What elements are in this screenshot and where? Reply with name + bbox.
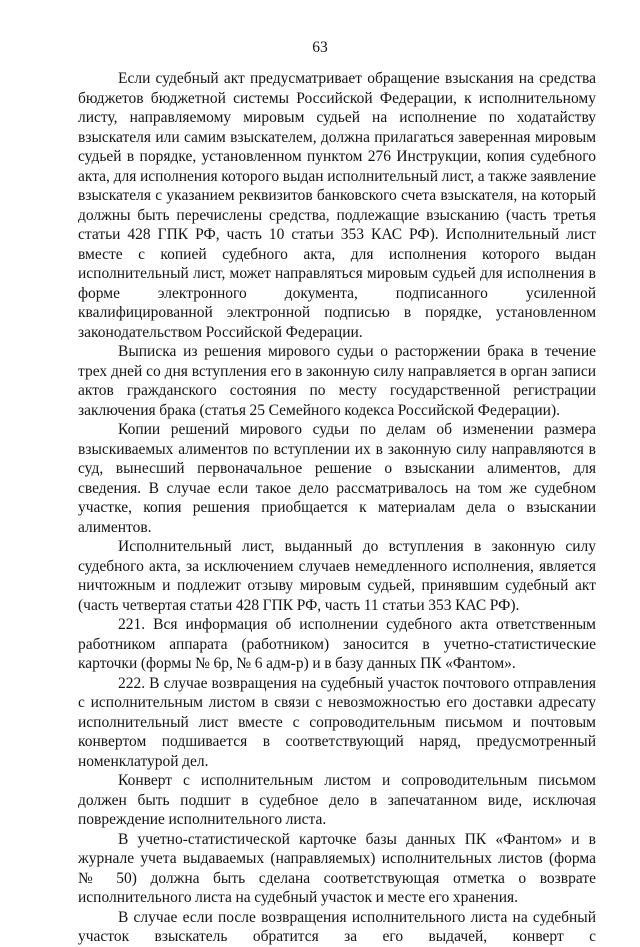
paragraph: В учетно-статистической карточке базы данных ПК «Фантом» и в журнале учета выдаваемых (направляемых) исполнительных листов (форма № 50) должна быть сделана соответствующая отметка о возврате исполнительного листа на судебный участок и месте его хранения. — [78, 830, 596, 906]
paragraph: Выписка из решения мирового судьи о расторжении брака в течение трех дней со дня вступления его в законную силу направляется в орган записи актов гражданского состояния по месту государственной регистрации заключения брака (статья 25 Семейного кодекса Российской Федерации). — [78, 343, 596, 419]
paragraph: В случае если после возвращения исполнительного листа на судебный участок взыскатель обратится за его выдачей, конверт с — [78, 908, 596, 945]
paragraph: Конверт с исполнительным листом и сопроводительным письмом должен быть подшит в судебное дело в запечатанном виде, исключая повреждение исполнительного листа. — [78, 772, 596, 828]
paragraph: 222. В случае возвращения на судебный участок почтового отправления с исполнительным листом в связи с невозможностью его доставки адресату исполнительный лист вместе с сопроводительным письмом и почтовым конвертом подшивается в соответствующий наряд, предусмотренный номенклатурой дел. — [78, 674, 596, 770]
paragraph: Копии решений мирового судьи по делам об изменении размера взыскиваемых алиментов по вступлении их в законную силу направляются в суд, вынесший первоначальное решение о взыскании алиментов, для сведения. В случае если такое дело рассматривалось на том же судебном участке, копия решения приобщается к материалам дела о взыскании алиментов. — [78, 421, 596, 536]
page-number: 63 — [312, 39, 328, 56]
paragraph: Исполнительный лист, выданный до вступления в законную силу судебного акта, за исключением случаев немедленного исполнения, является ничтожным и подлежит отзыву мировым судьей, принявшим судебный акт (часть четвертая статьи 428 ГПК РФ, часть 11 статьи 353 КАС РФ). — [78, 538, 596, 614]
paragraph: 221. Вся информация об исполнении судебного акта ответственным работником аппарата (работником) заносится в учетно-статистические карточки (формы № 6р, № 6 адм-р) и в базу данных ПК «Фантом». — [78, 616, 596, 672]
paragraph: Если судебный акт предусматривает обращение взыскания на средства бюджетов бюджетной системы Российской Федерации, к исполнительному листу, направляемому мировым судьей на исполнение по ходатайству взыскателя или самим взыскателем, должна прилагаться заверенная мировым судьей в порядке, установленном пунктом 276 Инструкции, копия судебного акта, для исполнения которого выдан исполнительный лист, а также заявление взыскателя с указанием реквизитов банковского счета взыскателя, на который должны быть перечислены средства, подлежащие взысканию (часть третья статьи 428 ГПК РФ, часть 10 статьи 353 КАС РФ). Исполнительный лист вместе с копией судебного акта, для исполнения которого выдан исполнительный лист, может направляться мировым судьей для исполнения в форме электронного документа, подписанного усиленной квалифицированной электронной подписью в порядке, установленном законодательством Российской Федерации. — [78, 70, 596, 341]
document-body — [78, 69, 596, 947]
